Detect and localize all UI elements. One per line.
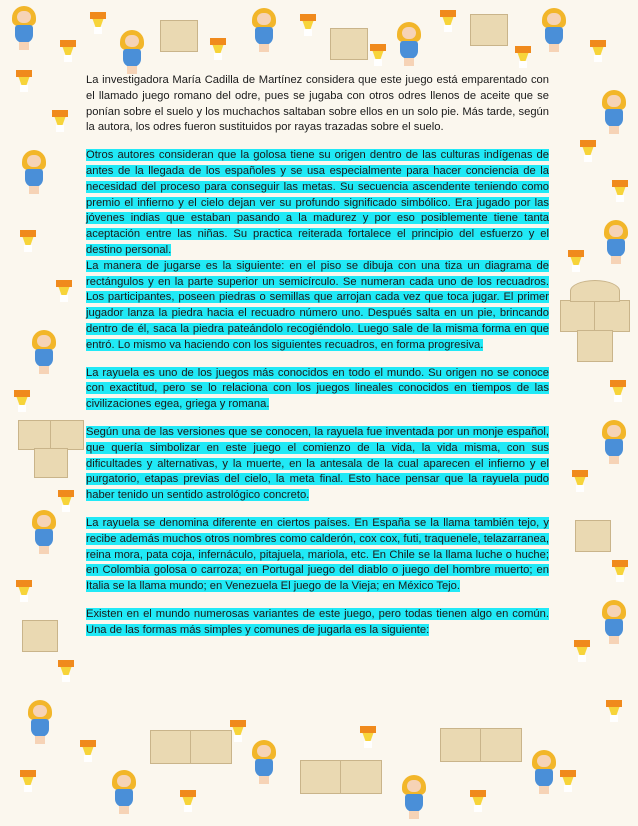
candy-corn-icon (80, 740, 96, 762)
candy-corn-icon (580, 140, 596, 162)
hopscotch-square-icon (150, 730, 192, 764)
hopscotch-square-icon (22, 620, 58, 652)
hopscotch-square-icon (480, 728, 522, 762)
candy-corn-icon (58, 490, 74, 512)
candy-corn-icon (572, 470, 588, 492)
hopscotch-square-icon (190, 730, 232, 764)
child-figure-icon (110, 770, 138, 814)
candy-corn-icon (612, 180, 628, 202)
child-figure-icon (26, 700, 54, 744)
hopscotch-square-icon (50, 420, 84, 450)
child-figure-icon (530, 750, 558, 794)
child-figure-icon (30, 510, 58, 554)
hopscotch-square-icon (577, 330, 613, 362)
candy-corn-icon (60, 40, 76, 62)
candy-corn-icon (606, 700, 622, 722)
child-figure-icon (600, 420, 628, 464)
candy-corn-icon (210, 38, 226, 60)
candy-corn-icon (370, 44, 386, 66)
paragraph (86, 366, 549, 413)
candy-corn-icon (515, 46, 531, 68)
child-figure-icon (30, 330, 58, 374)
hopscotch-square-icon (340, 760, 382, 794)
hopscotch-square-icon (34, 448, 68, 478)
candy-corn-icon (560, 770, 576, 792)
hopscotch-square-icon (470, 14, 508, 46)
paragraph (86, 516, 549, 595)
candy-corn-icon (612, 560, 628, 582)
child-figure-icon (395, 22, 423, 66)
hopscotch-square-icon (330, 28, 368, 60)
paragraph-text: La rayuela se denomina diferente en ciertos países. En España se la llama también tejo, y recibe además muchos otros nombres como calderón, cox cox, futi, traquenele, telazarranea, reina mora, pata coja, infernáculo, pitajuela, mariola, etc. En Chile se la llama luche o huche; en Colombia golosa o carroza; en Portugal juego del diablo o juego del hombre muerto; en Italia se la llama mundo; en Venezuela El juego de la Vieja; en México Tejo. (86, 516, 549, 593)
candy-corn-icon (20, 230, 36, 252)
paragraph-text: Otros autores consideran que la golosa tiene su origen dentro de las culturas indígenas de antes de la llegada de los españoles y se usa especialmente para hacer conciencia de la necesidad del proceso para conseguir las metas. Su secuencia ascendente teniendo como premio el infierno y el cielo dejan ver su profundo significado simbólico. Era jugado por las jóvenes indias que estaban pasando a la madurez y por eso posiblemente tiene tanta aceptación entre las niñas. Su practica reiterada fortalece el principio del esfuerzo y el destino personal. (86, 149, 549, 256)
paragraph (86, 607, 549, 639)
paragraph (86, 425, 549, 504)
candy-corn-icon (610, 380, 626, 402)
candy-corn-icon (56, 280, 72, 302)
hopscotch-square-icon (560, 300, 596, 332)
paragraph (86, 259, 549, 354)
child-figure-icon (118, 30, 146, 74)
candy-corn-icon (90, 12, 106, 34)
candy-corn-icon (20, 770, 36, 792)
paragraph (86, 73, 549, 136)
paragraph-text: La manera de jugarse es la siguiente: en el piso se dibuja con una tiza un diagrama de rectángulos y en la parte superior un semicírculo. Se numeran cada uno de los recuadros. Los participantes, poseen piedras o semillas que arrojan cada vez que toca jugar. El primer jugador lanza la piedra hacia el recuadro número uno. Después salta en un pie, brincando dentro de él, saca la piedra pateándolo recogiéndolo. Luego sale de la misma forma en que entró. Lo mismo va haciendo con los siguientes recuadros, en forma progresiva. (86, 259, 549, 351)
hopscotch-square-icon (18, 420, 52, 450)
child-figure-icon (600, 600, 628, 644)
child-figure-icon (602, 220, 630, 264)
candy-corn-icon (568, 250, 584, 272)
document-body (86, 73, 549, 651)
candy-corn-icon (470, 790, 486, 812)
candy-corn-icon (574, 640, 590, 662)
hopscotch-square-icon (440, 728, 482, 762)
candy-corn-icon (230, 720, 246, 742)
hopscotch-square-icon (594, 300, 630, 332)
hopscotch-arc-icon (570, 280, 620, 302)
hopscotch-square-icon (575, 520, 611, 552)
candy-corn-icon (14, 390, 30, 412)
child-figure-icon (250, 8, 278, 52)
candy-corn-icon (52, 110, 68, 132)
paragraph-text: La rayuela es uno de los juegos más conocidos en todo el mundo. Su origen no se conoce con exactitud, pero se lo relaciona con los juegos lineales conocidos en tiempos de las civilizaciones egea, griega y romana. (86, 366, 549, 411)
paragraph-text: La investigadora María Cadilla de Martínez considera que este juego está emparentado con el llamado juego romano del odre, pues se jugaba con otros odres llenos de aceite que se ponían sobre el suelo y los muchachos saltaban sobre ellos en un solo pie. Más tarde, según la autora, los odres fueron sustituidos por rayas trazadas sobre el suelo. (86, 74, 549, 134)
candy-corn-icon (300, 14, 316, 36)
child-figure-icon (250, 740, 278, 784)
child-figure-icon (600, 90, 628, 134)
candy-corn-icon (180, 790, 196, 812)
candy-corn-icon (58, 660, 74, 682)
candy-corn-icon (590, 40, 606, 62)
hopscotch-square-icon (300, 760, 342, 794)
candy-corn-icon (16, 580, 32, 602)
candy-corn-icon (360, 726, 376, 748)
paragraph-text: Según una de las versiones que se conocen, la rayuela fue inventada por un monje español, que quería simbolizar en este juego el comienzo de la vida, la vida misma, con sus dificultades y alternativas, y la muerte, en la antesala de la cual aparecen el infierno y el purgatorio, etapas previas del cielo, la meta final. Esto hace pensar que la rayuela pudo haber tenido un sentido astrológico concreto. (86, 425, 549, 502)
candy-corn-icon (440, 10, 456, 32)
child-figure-icon (400, 775, 428, 819)
child-figure-icon (10, 6, 38, 50)
child-figure-icon (540, 8, 568, 52)
child-figure-icon (20, 150, 48, 194)
candy-corn-icon (16, 70, 32, 92)
paragraph (86, 148, 549, 259)
paragraph-text: Existen en el mundo numerosas variantes de este juego, pero todas tienen algo en común. Una de las formas más simples y comunes de jugarla es la siguiente: (86, 607, 549, 636)
hopscotch-square-icon (160, 20, 198, 52)
